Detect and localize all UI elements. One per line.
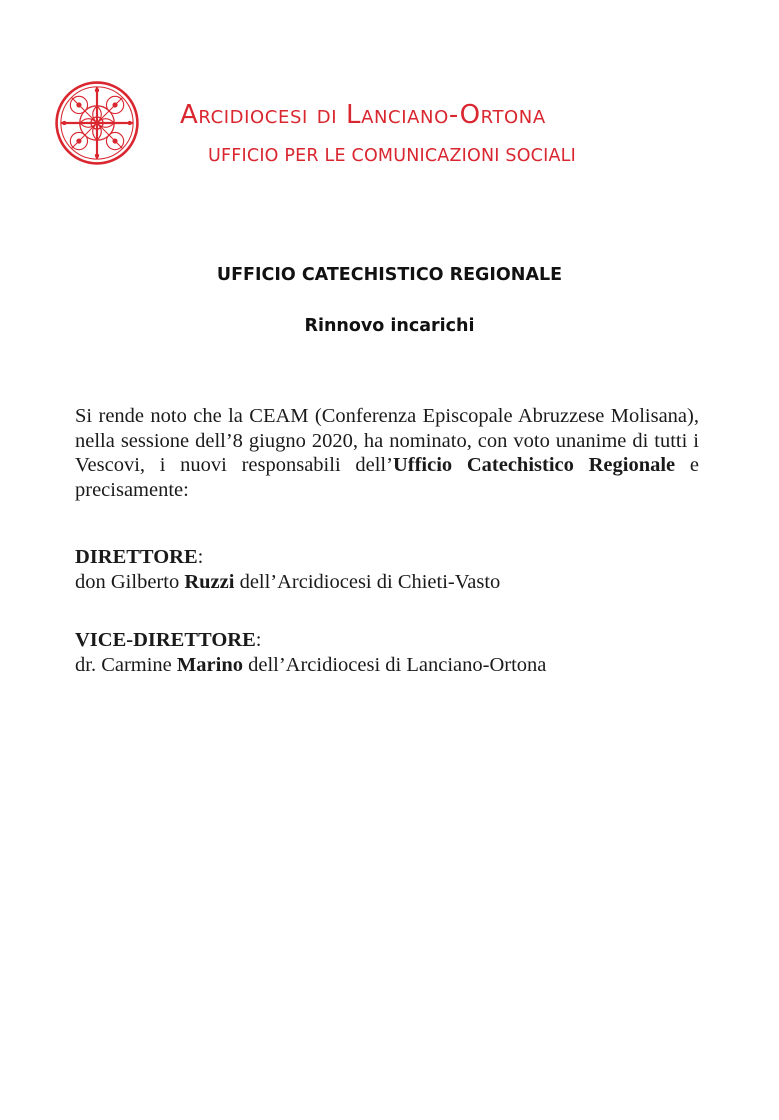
person-surname: Marino <box>176 653 243 676</box>
announcement-paragraph <box>75 404 699 502</box>
document-title: UFFICIO CATECHISTICO REGIONALE <box>216 265 563 285</box>
role-colon: : <box>197 546 204 568</box>
role-director <box>75 545 715 594</box>
person-affiliation: dell’Arcidiocesi di Chieti-Vasto <box>234 570 501 593</box>
paragraph-office-bold: Ufficio Catechistico Regionale <box>392 454 676 476</box>
archdiocese-emblem-icon <box>54 80 140 166</box>
archdiocese-name: Arcidiocesi di Lanciano-Ortona <box>180 100 546 130</box>
paragraph-text: Si rende noto che la CEAM (Conferenza Episcopale Abruzzese Molisana), nella sessione dell’8 giugno 2020, ha nominato, con voto unanime di tutti i Vescovi, i nuovi responsabili dell’ <box>75 405 699 476</box>
person-prefix: dr. Carmine <box>75 653 177 676</box>
role-vice-director <box>75 628 715 677</box>
office-name: UFFICIO PER LE COMUNICAZIONI SOCIALI <box>208 146 576 166</box>
person-surname: Ruzzi <box>184 570 235 593</box>
role-colon: : <box>255 629 262 651</box>
person-prefix: don Gilberto <box>75 570 185 593</box>
document-subtitle: Rinnovo incarichi <box>304 316 475 336</box>
role-label: VICE-DIRETTORE <box>75 629 256 651</box>
role-label: DIRETTORE <box>75 546 198 568</box>
person-affiliation: dell’Arcidiocesi di Lanciano-Ortona <box>242 653 547 676</box>
paragraph-text-end: e precisamente: <box>75 454 699 501</box>
